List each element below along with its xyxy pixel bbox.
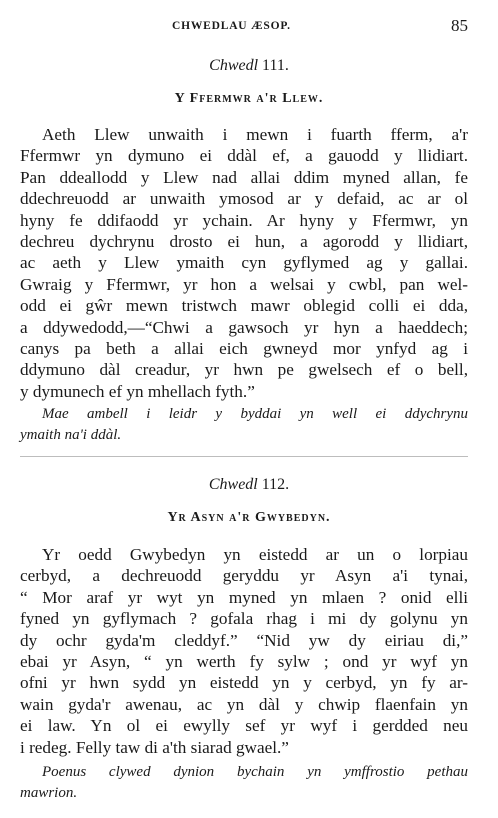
- fable-number-label: Chwedl: [209, 57, 259, 74]
- text-line: ac aeth y Llew ymaith cyn gyflymed ag y gallai.: [20, 253, 468, 273]
- fable-body: [20, 124, 468, 402]
- text-line: Aeth Llew unwaith i mewn i fuarth fferm, a'r: [42, 125, 468, 144]
- text-line: Pan ddeallodd y Llew nad allai ddim myned allan, fe: [20, 167, 468, 187]
- fable-title: Yr Asyn a'r Gwybedyn.: [167, 510, 331, 525]
- text-line: y dymunech ef yn mhellach fyth.”: [20, 381, 255, 401]
- moral-line: Mae ambell i leidr y byddai yn well ei ddychrynu: [42, 406, 468, 422]
- fable-number-value: 112.: [261, 476, 290, 493]
- text-line: odd ei gŵr mewn tristwch mawr oblegid colli ei dda,: [20, 296, 468, 316]
- text-line: “ Mor araf yr wyt yn myned yn mlaen ? onid elli: [20, 587, 468, 607]
- text-line: wain gyda'r awenau, ac yn dàl y chwip flaenfain yn: [20, 694, 468, 714]
- text-line: fyned yn gyflymach ? gofala rhag i mi dy golynu yn: [20, 609, 468, 629]
- fable-moral: [20, 404, 468, 446]
- text-line: dechreu dychrynu drosto ei hun, a agorodd y llidiart,: [20, 232, 468, 252]
- fable-title: Y Ffermwr a'r Llew.: [174, 91, 324, 106]
- text-line: ei law. Yn ol ei ewylly sef yr wyf i gerdded neu: [20, 716, 468, 736]
- text-line: ddymuno dàl creadur, yr hwn pe gwelsech ef o bell,: [20, 360, 468, 380]
- fable-number-value: 111.: [262, 57, 289, 74]
- text-line: Ffermwr yn dymuno ei ddàl ef, a gauodd y llidiart.: [20, 146, 468, 166]
- text-line: canys pa beth a allai eich gwneyd mor ynfyd ag i: [20, 339, 468, 359]
- fable-moral: [20, 762, 468, 804]
- fable-number-label: Chwedl: [208, 476, 258, 493]
- text-line: dy ochr gyda'm cleddyf.” “Nid yw dy eiriau di,”: [20, 630, 468, 650]
- text-line: ddechreuodd ar unwaith ymosod ar y defaid, ac ar ol: [20, 189, 468, 209]
- text-line: cerbyd, a dechreuodd geryddu yr Asyn a'i tynai,: [20, 566, 468, 586]
- text-line: Gwraig y Ffermwr, yr hon a welsai y cwbl, pan wel-: [20, 274, 468, 294]
- moral-line: ymaith na'i ddàl.: [20, 427, 122, 443]
- moral-line: Poenus clywed dynion bychain yn ymffrostio pethau: [42, 764, 468, 780]
- text-line: a ddywedodd,—“Chwi a gawsoch yr hyn a haeddech;: [20, 317, 468, 337]
- text-line: hyny fe ddifaodd yr ychain. Ar hyny y Ffermwr, yn: [20, 210, 468, 230]
- running-head: CHWEDLAU ÆSOP.: [172, 20, 291, 32]
- text-line: ofni yr hwn sydd yn eistedd yn y cerbyd, yn fy ar-: [20, 673, 468, 693]
- section-divider: [20, 456, 468, 457]
- text-line: i redeg. Felly taw di a'th siarad gwael.”: [20, 737, 289, 757]
- page-number: 85: [451, 16, 468, 35]
- text-line: Yr oedd Gwybedyn yn eistedd ar un o lorpiau: [42, 545, 468, 564]
- moral-line: mawrion.: [20, 785, 78, 801]
- fable-body: [20, 544, 468, 758]
- fable-number: [0, 57, 498, 75]
- fable-number: [0, 476, 498, 494]
- text-line: ebai yr Asyn, “ yn werth fy sylw ; ond yr wyf yn: [20, 652, 468, 672]
